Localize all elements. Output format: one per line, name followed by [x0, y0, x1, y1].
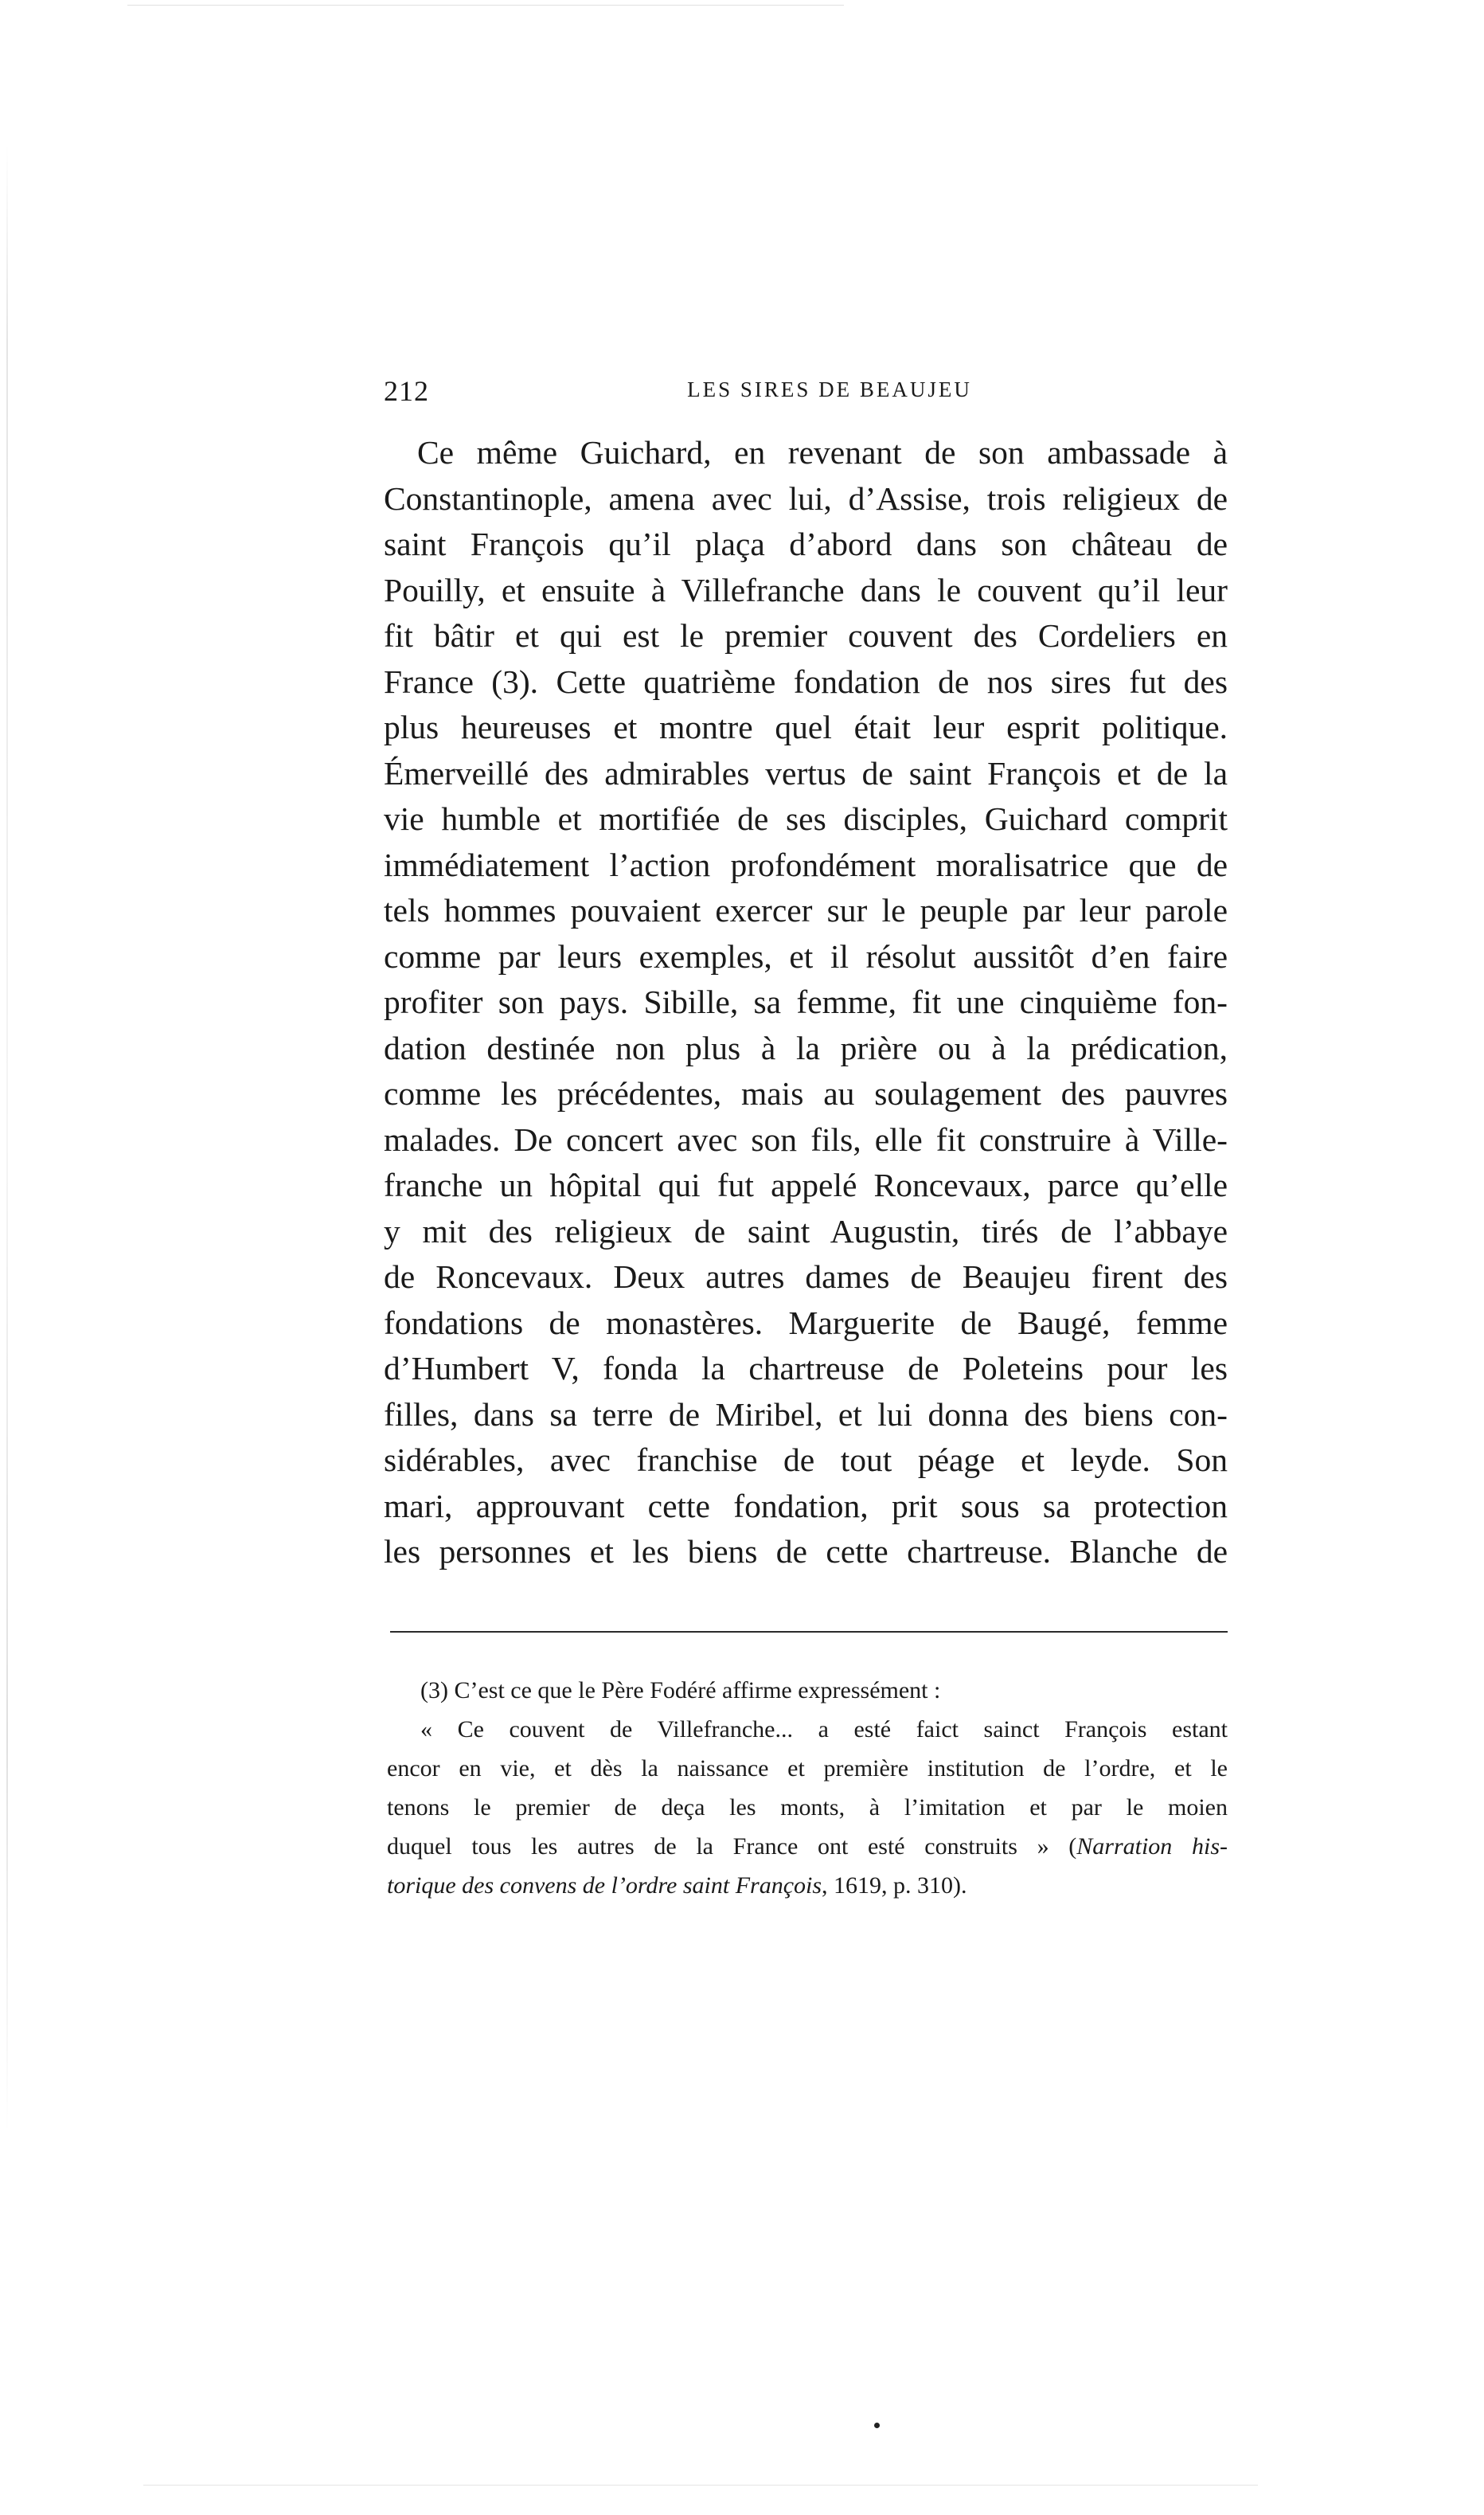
body-line: d’Humbert V, fonda la chartreuse de Poleteins pour les	[384, 1350, 1228, 1387]
body-line: comme par leurs exemples, et il résolut aussitôt d’en faire	[384, 937, 1228, 975]
body-line: France (3). Cette quatrième fondation de nos sires fut des	[384, 663, 1228, 700]
ink-dot	[874, 2423, 880, 2428]
footnote-line	[387, 1866, 1228, 1905]
scan-edge-bottom	[143, 2485, 1258, 2486]
body-line: fondations de monastères. Marguerite de Baugé, femme	[384, 1304, 1228, 1341]
body-line: tels hommes pouvaient exercer sur le peuple par leur parole	[384, 892, 1228, 929]
body-line: mari, approuvant cette fondation, prit sous sa protection	[384, 1487, 1228, 1524]
body-line: dation destinée non plus à la prière ou à la prédication,	[384, 1029, 1228, 1066]
page-number: 212	[384, 375, 429, 407]
footnote-citation-details: , 1619, p. 310).	[822, 1872, 967, 1899]
body-line: sidérables, avec franchise de tout péage et leyde. Son	[384, 1441, 1228, 1478]
scan-edge-top	[127, 5, 844, 6]
body-line: de Roncevaux. Deux autres dames de Beaujeu firent des	[384, 1258, 1228, 1295]
body-line: Pouilly, et ensuite à Villefranche dans le couvent qu’il leur	[384, 571, 1228, 608]
footnote-line	[387, 1827, 1228, 1866]
footnote-line: (3) C’est ce que le Père Fodéré affirme expressément :	[420, 1677, 941, 1703]
footnote-line: tenons le premier de deça les monts, à l’imitation et par le moien	[387, 1794, 1228, 1821]
footnote-rule	[390, 1631, 1228, 1633]
body-line: y mit des religieux de saint Augustin, tirés de l’abbaye	[384, 1212, 1228, 1250]
footnotes	[387, 1671, 1228, 1905]
body-line: fit bâtir et qui est le premier couvent des Cordeliers en	[384, 617, 1228, 654]
footnote-line: « Ce couvent de Villefranche... a esté faict sainct François estant	[420, 1716, 1228, 1743]
body-line: malades. De concert avec son fils, elle fit construire à Ville-	[384, 1121, 1228, 1158]
running-title: LES SIRES DE BEAUJEU	[687, 377, 972, 401]
footnote-citation-title: Narration his-	[1076, 1833, 1228, 1860]
body-line: les personnes et les biens de cette chartreuse. Blanche de	[384, 1533, 1228, 1570]
body-line: Ce même Guichard, en revenant de son ambassade à	[417, 434, 1228, 471]
body-line: vie humble et mortifiée de ses disciples, Guichard comprit	[384, 800, 1228, 837]
running-head	[384, 374, 1228, 414]
body-line: immédiatement l’action profondément moralisatrice que de	[384, 846, 1228, 883]
body-line: profiter son pays. Sibille, sa femme, fit une cinquième fon-	[384, 984, 1228, 1020]
footnote-line: encor en vie, et dès la naissance et première institution de l’ordre, et le	[387, 1755, 1228, 1782]
body-line: Émerveillé des admirables vertus de saint François et de la	[384, 754, 1228, 792]
body-line: saint François qu’il plaça d’abord dans son château de	[384, 526, 1228, 562]
body-line: plus heureuses et montre quel était leur esprit politique.	[384, 709, 1228, 745]
scan-edge-left	[6, 143, 8, 2134]
body-text	[384, 430, 1228, 1575]
body-line: franche un hôpital qui fut appelé Roncevaux, parce qu’elle	[384, 1167, 1228, 1203]
body-line: comme les précédentes, mais au soulagement des pauvres	[384, 1075, 1228, 1112]
body-line: filles, dans sa terre de Miribel, et lui donna des biens con-	[384, 1395, 1228, 1433]
body-line: Constantinople, amena avec lui, d’Assise, trois religieux de	[384, 479, 1228, 517]
footnote-text: duquel tous les autres de la France ont esté construits » (	[387, 1833, 1077, 1860]
footnote-citation-title: torique des convens de l’ordre saint François	[387, 1872, 822, 1899]
